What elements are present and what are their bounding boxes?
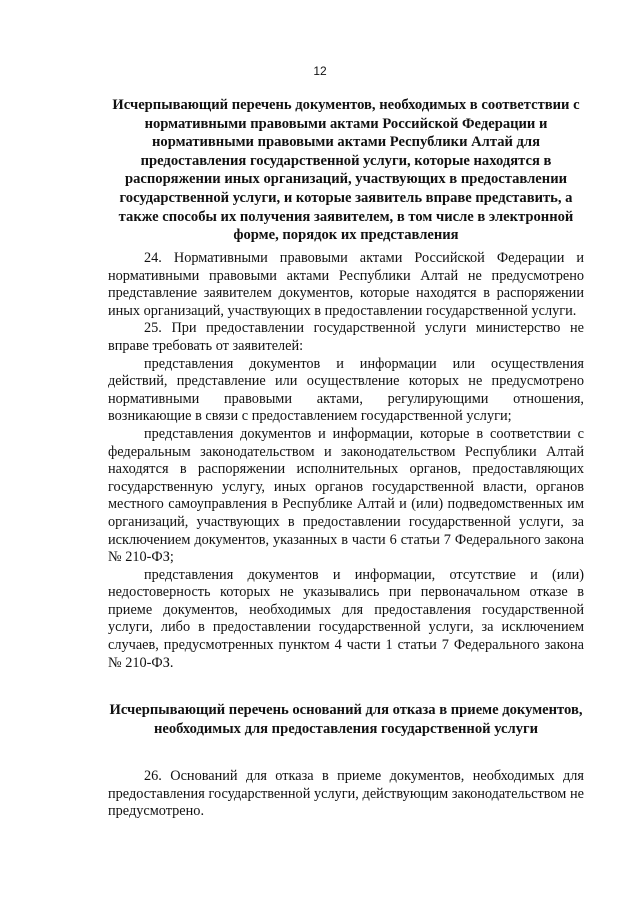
paragraph-25-item-2: представления документов и информации, которые в соответствии с федеральным законодательством и законодательством Республики Алтай находятся в распоряжении исполнительных органов, предоставляющих государственную услугу, иных органов государственной власти, органов местного самоуправления в Республике Алтай и (или) подведомственных им организаций, участвующих в предоставлении государственной услуги, за исключением документов, указанных в части 6 статьи 7 Федерального закона № 210-ФЗ; <box>108 425 584 566</box>
paragraph-24: 24. Нормативными правовыми актами Российской Федерации и нормативными правовыми актами Республики Алтай не предусмотрено представление заявителем документов, которые находятся в распоряжении иных организаций, участвующих в предоставлении государственной услуги. <box>108 250 584 319</box>
section-body-documents-list <box>108 250 584 672</box>
section-heading-refusal-grounds: Исчерпывающий перечень оснований для отказа в приеме документов, необходимых для предоставления государственной услуги <box>109 702 583 737</box>
paragraph-25: 25. При предоставлении государственной услуги министерство не вправе требовать от заявителей: <box>108 320 584 354</box>
paragraph-26: 26. Оснований для отказа в приеме документов, необходимых для предоставления государственной услуги, действующим законодательством не предусмотрено. <box>108 768 584 820</box>
page-number: 12 <box>313 64 327 78</box>
section-body-refusal-grounds <box>108 768 584 821</box>
paragraph-25-item-1: представления документов и информации или осуществления действий, представление или осуществление которых не предусмотрено нормативными правовыми актами, регулирующими отношения, возникающие в связи с предоставлением государственной услуги; <box>108 355 584 425</box>
section-heading-documents-list: Исчерпывающий перечень документов, необходимых в соответствии с нормативными правовыми актами Российской Федерации и нормативными правовыми актами Республики Алтай для предоставления государственной услуги, которые находятся в распоряжении иных организаций, участвующих в предоставлении государственной услуги, и которые заявитель вправе представить, а также способы их получения заявителем, в том числе в электронной форме, порядок их представления <box>112 97 580 244</box>
paragraph-25-item-3: представления документов и информации, отсутствие и (или) недостоверность которых не указывались при первоначальном отказе в приеме документов, необходимых для предоставления государственной услуги, либо в предоставлении государственной услуги, за исключением случаев, предусмотренных пунктом 4 части 1 статьи 7 Федерального закона № 210-ФЗ. <box>108 566 584 671</box>
